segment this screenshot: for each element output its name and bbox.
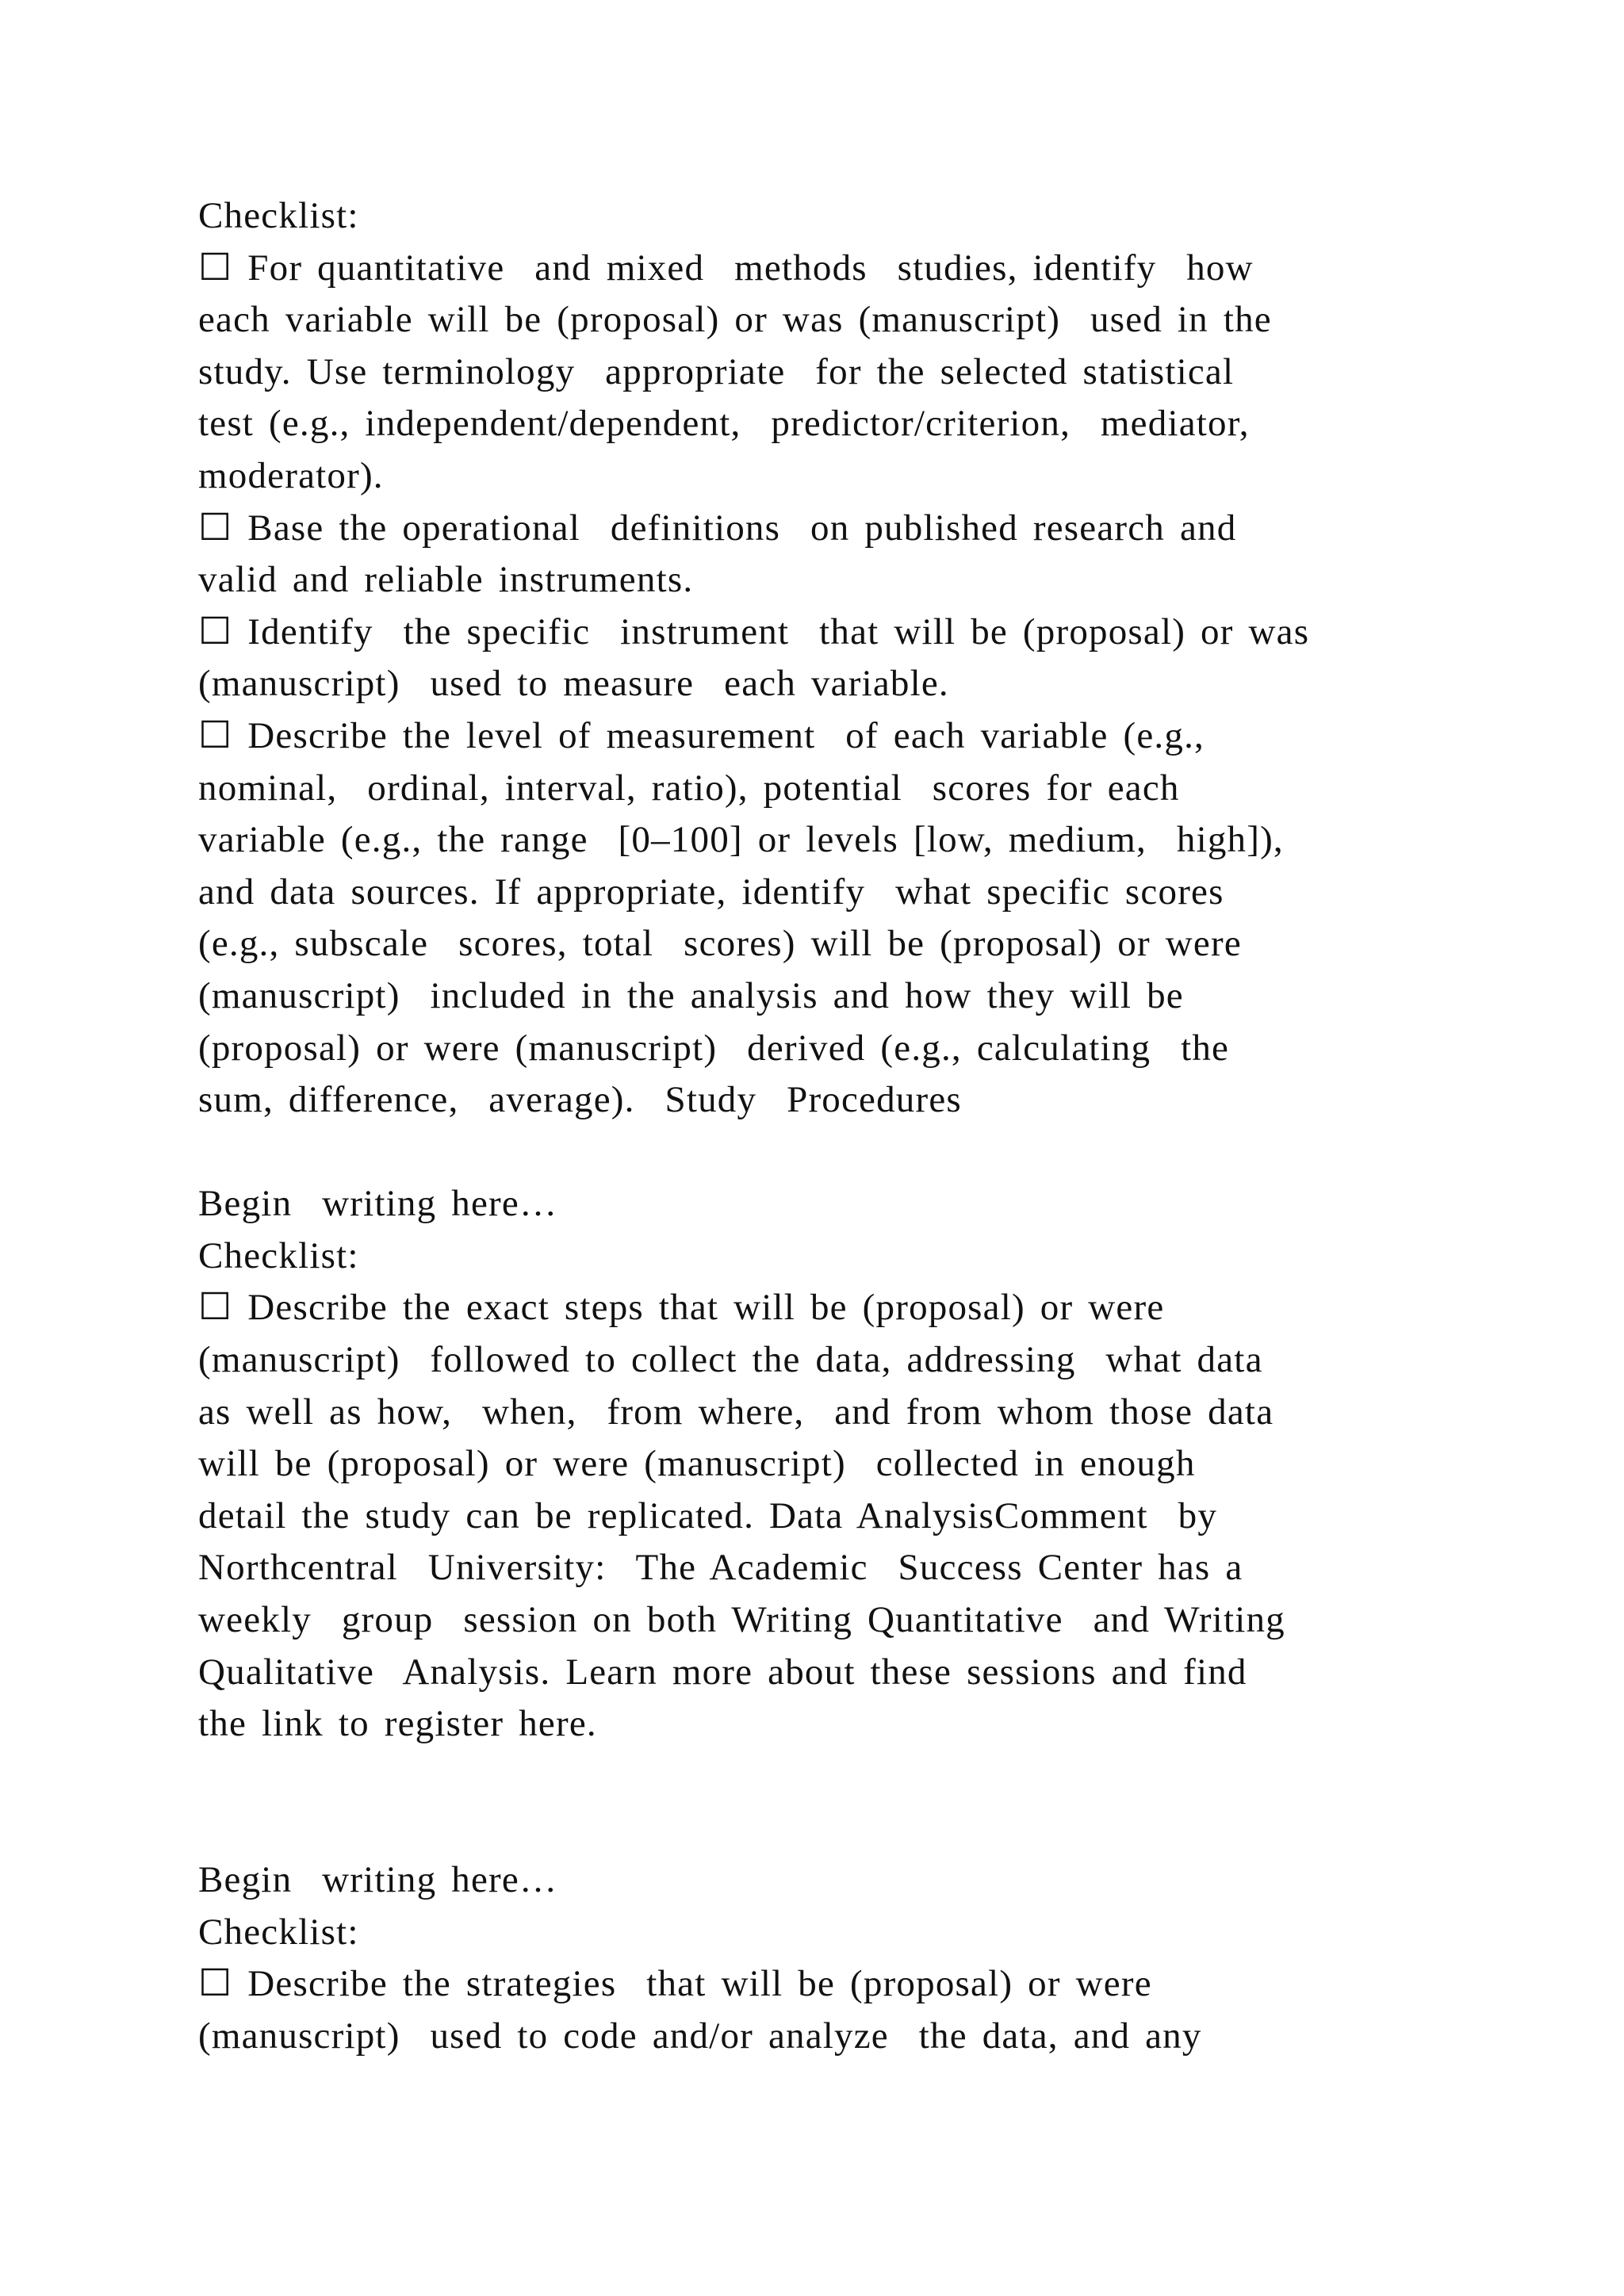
text-line: (manuscript) used to measure each variable.: [198, 663, 949, 705]
text-line: ☐ Base the operational definitions on published research and: [198, 507, 1237, 549]
text-line: nominal, ordinal, interval, ratio), potential scores for each: [198, 767, 1180, 809]
text-line: detail the study can be replicated. Data AnalysisComment by: [198, 1494, 1218, 1536]
document-body: [198, 190, 1435, 2062]
text-line: moderator).: [198, 454, 384, 496]
text-line: (manuscript) used to code and/or analyze the data, and any: [198, 2015, 1202, 2057]
text-line: Checklist:: [198, 1234, 359, 1276]
text-line: (manuscript) included in the analysis and how they will be: [198, 974, 1184, 1016]
text-line: study. Use terminology appropriate for the selected statistical: [198, 350, 1235, 392]
text-line: each variable will be (proposal) or was (manuscript) used in the: [198, 299, 1272, 341]
text-line: ☐ Identify the specific instrument that will be (proposal) or was: [198, 610, 1310, 652]
text-line: the link to register here.: [198, 1703, 597, 1745]
text-line: sum, difference, average). Study Procedures: [198, 1079, 962, 1121]
text-line: (manuscript) followed to collect the data, addressing what data: [198, 1339, 1263, 1381]
text-line: Qualitative Analysis. Learn more about these sessions and find: [198, 1651, 1247, 1693]
text-line: ☐ Describe the strategies that will be (proposal) or were: [198, 1963, 1152, 2005]
text-line: ☐ Describe the level of measurement of each variable (e.g.,: [198, 714, 1205, 756]
text-line: Checklist:: [198, 195, 359, 236]
text-line: will be (proposal) or were (manuscript) collected in enough: [198, 1443, 1196, 1485]
text-line: Checklist:: [198, 1911, 359, 1953]
text-line: (e.g., subscale scores, total scores) will be (proposal) or were: [198, 923, 1242, 965]
text-line: Begin writing here…: [198, 1183, 558, 1225]
text-line: Northcentral University: The Academic Success Center has a: [198, 1547, 1243, 1589]
text-line: variable (e.g., the range [0–100] or levels [low, medium, high]),: [198, 819, 1284, 861]
blank-line: [198, 1802, 1435, 1854]
text-line: Begin writing here…: [198, 1859, 558, 1900]
text-line: (proposal) or were (manuscript) derived (e.g., calculating the: [198, 1027, 1230, 1069]
text-line: as well as how, when, from where, and from whom those data: [198, 1391, 1274, 1433]
text-line: ☐ Describe the exact steps that will be (proposal) or were: [198, 1287, 1165, 1329]
text-line: and data sources. If appropriate, identify what specific scores: [198, 871, 1224, 913]
blank-line: [198, 1127, 1435, 1179]
text-line: ☐ For quantitative and mixed methods studies, identify how: [198, 247, 1254, 289]
blank-line: [198, 1751, 1435, 1803]
text-line: valid and reliable instruments.: [198, 559, 694, 601]
text-line: weekly group session on both Writing Quantitative and Writing: [198, 1599, 1285, 1641]
text-line: test (e.g., independent/dependent, predictor/criterion, mediator,: [198, 403, 1250, 445]
